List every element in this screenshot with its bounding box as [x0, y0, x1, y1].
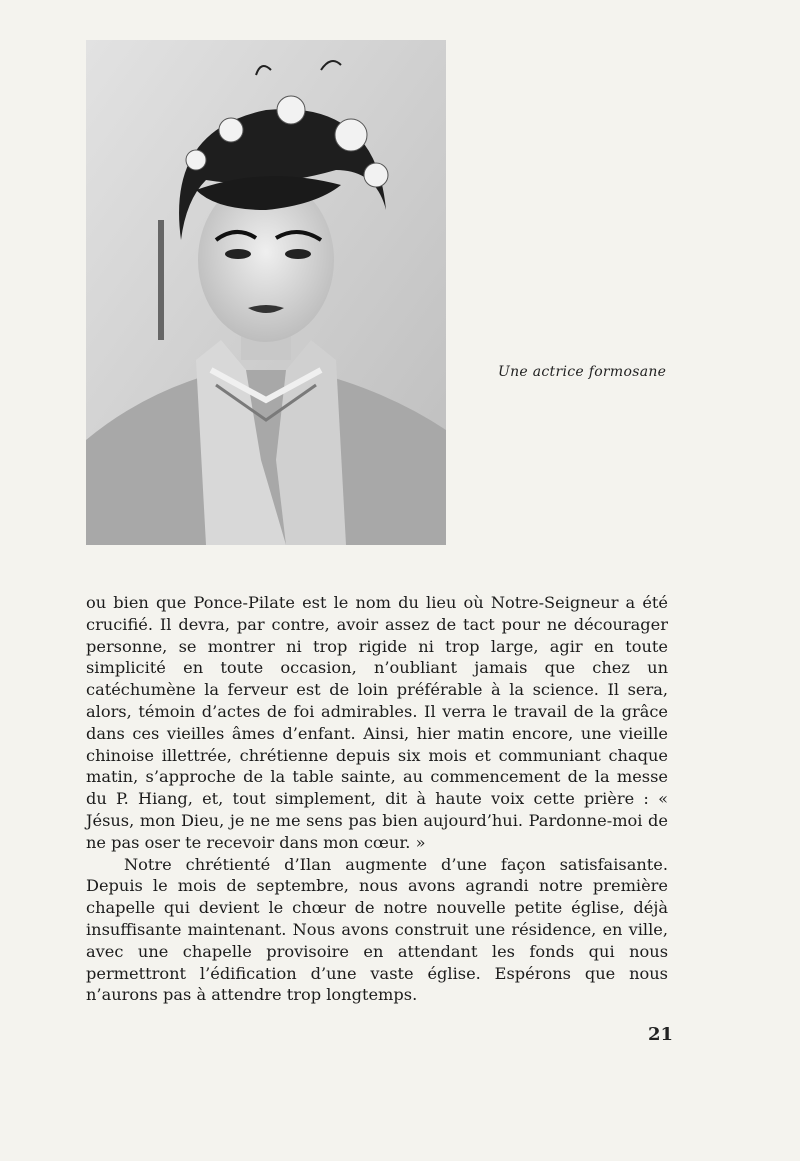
paragraph: Notre chrétienté d’Ilan augmente d’une façon satisfaisante. Depuis le mois de septembre, nous avons agrandi notre première chapelle qui devient le chœur de notre nouvelle petite église, déjà insuffisante maintenant. Nous avons construit une résidence, en ville, avec une chapelle provisoire en attendant les fonds qui nous permettront l’édification d’une vaste église. Espérons que nous n’aurons pas à attendre trop longtemps.: [86, 854, 668, 1005]
actress-photograph: [86, 40, 446, 545]
body-text: [86, 592, 668, 1006]
paragraph: ou bien que Ponce-Pilate est le nom du lieu où Notre-Seigneur a été crucifié. Il devra, par contre, avoir assez de tact pour ne décourager personne, se montrer ni trop rigide ni trop large, agir en toute simplicité en toute occasion, n’oubliant jamais que chez un catéchumène la ferveur est de loin préférable à la science. Il sera, alors, témoin d’actes de foi admirables. Il verra le travail de la grâce dans ces vieilles âmes d’enfant. Ainsi, hier matin encore, une vieille chinoise illettrée, chrétienne depuis six mois et communiant chaque matin, s’approche de la table sainte, au commencement de la messe du P. Hiang, et, tout simplement, dit à haute voix cette prière : « Jésus, mon Dieu, je ne me sens pas bien aujourd’hui. Pardonne-moi de ne pas oser te recevoir dans mon cœur. »: [86, 593, 668, 852]
page-number: 21: [648, 1024, 674, 1045]
figure-caption: Une actrice formosane: [498, 364, 667, 380]
